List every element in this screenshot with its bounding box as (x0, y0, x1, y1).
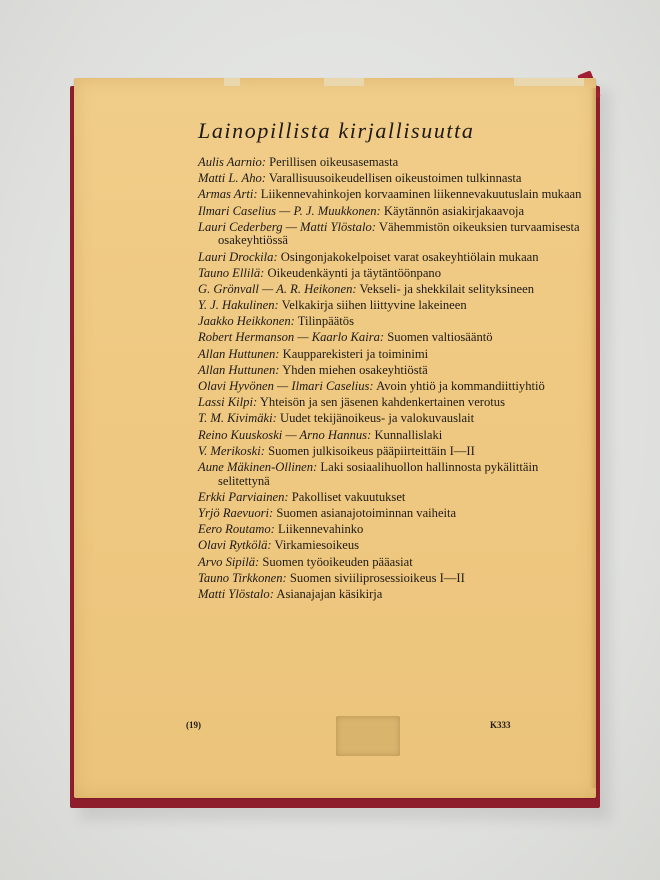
entry-author: Aulis Aarnio: (198, 155, 266, 169)
list-item (198, 396, 590, 410)
entry-author: Tauno Tirkkonen: (198, 570, 287, 585)
entry-author: Matti Ylöstalo: (198, 586, 274, 601)
entry-author: Lauri Cederberg — Matti Ylöstalo: (198, 219, 376, 234)
entry-author: T. M. Kivimäki: (198, 411, 277, 426)
list-item (198, 429, 590, 443)
entry-work: Virkamiesoikeus (274, 538, 360, 553)
list-item (198, 205, 590, 219)
torn-edge (224, 78, 240, 86)
list-item (198, 156, 590, 170)
list-item (198, 331, 590, 345)
entry-work: Pakolliset vakuutukset (291, 489, 406, 504)
entry-work: Varallisuusoikeudellisen oikeustoimen tulkinnasta (268, 171, 522, 186)
entry-author: Y. J. Hakulinen: (198, 298, 279, 313)
entry-work: Avoin yhtiö ja kommandiittiyhtiö (376, 379, 545, 394)
list-item (198, 348, 590, 362)
entry-work: Vähemmistön oikeuksien turvaamisesta osakeyhtiössä (218, 219, 580, 248)
entry-author: Matti L. Aho: (198, 171, 266, 186)
list-item (198, 299, 590, 313)
entry-work: Liikennevahinko (278, 522, 364, 537)
entry-work: Suomen valtiosääntö (387, 330, 493, 345)
entry-work: Velkakirja siihen liittyvine lakeineen (281, 298, 467, 313)
entry-work: Suomen asianajotoiminnan vaiheita (276, 505, 457, 520)
list-item (198, 523, 590, 537)
entry-author: Robert Hermanson — Kaarlo Kaira: (198, 330, 385, 345)
entry-work: Kaupparekisteri ja toiminimi (282, 346, 429, 361)
list-item (198, 445, 590, 459)
list-item (198, 315, 590, 329)
list-item (198, 507, 590, 521)
book-list (198, 156, 590, 604)
print-code: (19) (186, 720, 201, 730)
entry-author: Allan Huttunen: (198, 362, 280, 377)
list-item (198, 539, 590, 553)
catalog-code: K333 (490, 720, 511, 730)
entry-work: Kunnallislaki (374, 427, 443, 442)
entry-work: Laki sosiaalihuollon hallinnosta pykälittäin selitettynä (218, 459, 539, 488)
entry-author: Lassi Kilpi: (198, 395, 258, 410)
entry-author: Lauri Drockila: (198, 249, 278, 264)
list-item (198, 251, 590, 265)
entry-work: Suomen siviiliprosessioikeus I—II (289, 570, 465, 585)
entry-work: Vekseli- ja shekkilait selityksineen (359, 281, 535, 296)
entry-work: Suomen työoikeuden pääasiat (262, 554, 413, 569)
entry-work: Liikennevahinkojen korvaaminen liikennevakuutuslain mukaan (260, 187, 582, 202)
jacket-heading: Lainopillista kirjallisuutta (198, 118, 475, 143)
entry-author: Tauno Ellilä: (198, 265, 265, 280)
list-item (198, 572, 590, 586)
jacket-spine-edge (590, 88, 596, 788)
entry-author: G. Grönvall — A. R. Heikonen: (198, 281, 357, 296)
entry-work: Käytännön asiakirjakaavoja (383, 203, 525, 218)
entry-author: Eero Routamo: (198, 522, 275, 537)
list-item (198, 221, 590, 248)
entry-work: Tilinpäätös (297, 314, 354, 329)
list-item (198, 283, 590, 297)
entry-work: Suomen julkisoikeus pääpiirteittäin I—II (268, 443, 475, 458)
list-item (198, 412, 590, 426)
entry-author: Arvo Sipilä: (198, 554, 260, 569)
entry-work: Perillisen oikeusasemasta (269, 155, 399, 169)
entry-author: Aune Mäkinen-Ollinen: (198, 459, 318, 474)
entry-author: Yrjö Raevuori: (198, 505, 274, 520)
dust-jacket-back (74, 78, 596, 798)
entry-work: Osingonjakokelpoiset varat osakeyhtiölain mukaan (280, 249, 539, 264)
list-item (198, 364, 590, 378)
entry-work: Uudet tekijänoikeus- ja valokuvauslait (279, 411, 475, 426)
entry-author: Allan Huttunen: (198, 346, 280, 361)
torn-edge (514, 78, 584, 86)
entry-author: Reino Kuuskoski — Arno Hannus: (198, 427, 372, 442)
entry-author: V. Merikoski: (198, 443, 265, 458)
price-sticker (336, 716, 400, 756)
list-item (198, 172, 590, 186)
list-item (198, 556, 590, 570)
entry-author: Olavi Rytkölä: (198, 538, 272, 553)
torn-edge (324, 78, 364, 86)
list-item (198, 491, 590, 505)
list-item (198, 188, 590, 202)
list-item (198, 267, 590, 281)
list-item (198, 588, 590, 602)
entry-author: Olavi Hyvönen — Ilmari Caselius: (198, 379, 374, 394)
entry-work: Oikeudenkäynti ja täytäntöönpano (267, 265, 441, 280)
list-item (198, 461, 590, 488)
entry-author: Armas Arti: (198, 187, 258, 202)
entry-author: Erkki Parviainen: (198, 489, 289, 504)
entry-work: Yhden miehen osakeyhtiöstä (282, 362, 428, 377)
entry-work: Yhteisön ja sen jäsenen kahdenkertainen verotus (259, 395, 505, 410)
entry-author: Jaakko Heikkonen: (198, 314, 295, 329)
entry-author: Ilmari Caselius — P. J. Muukkonen: (198, 203, 381, 218)
list-item (198, 380, 590, 394)
entry-work: Asianajajan käsikirja (276, 586, 383, 601)
